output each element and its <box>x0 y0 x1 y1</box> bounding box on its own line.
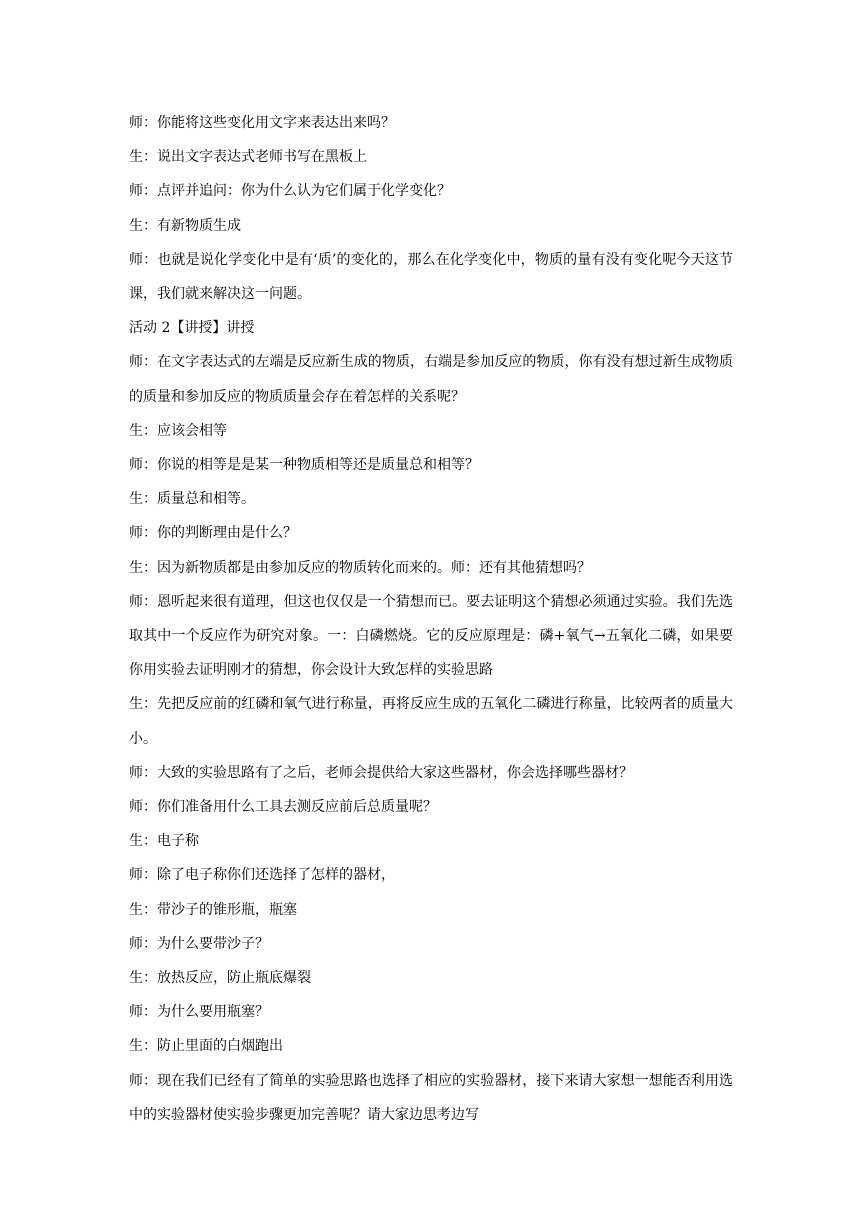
paragraph: 师：为什么要带沙子？ <box>129 935 269 952</box>
paragraph: 生：应该会相等 <box>129 422 227 439</box>
paragraph: 师：恩听起来很有道理，但这也仅仅是一个猜想而已。要去证明这个猜想必须通过实验。我们先选取其中一个反应作为研究对象。一：白磷燃烧。它的反应原理是：磷+氧气→五氧化二磷，如果要你用实验去证明刚才的猜想，你会设计大致怎样的实验思路 <box>129 593 733 679</box>
paragraph: 生：防止里面的白烟跑出 <box>129 1038 283 1055</box>
paragraph: 师：你们准备用什么工具去测反应前后总质量呢？ <box>129 799 437 816</box>
paragraph: 生：电子称 <box>129 833 199 850</box>
section-heading: 活动 2【讲授】讲授 <box>129 320 255 337</box>
paragraph: 师：除了电子称你们还选择了怎样的器材， <box>129 867 395 884</box>
paragraph: 师：为什么要用瓶塞？ <box>129 1004 269 1021</box>
document-body <box>129 106 733 1132</box>
paragraph: 生：说出文字表达式老师书写在黑板上 <box>129 149 367 166</box>
paragraph: 生：放热反应，防止瓶底爆裂 <box>129 970 311 987</box>
paragraph: 生：因为新物质都是由参加反应的物质转化而来的。师：还有其他猜想吗？ <box>129 559 591 576</box>
paragraph: 师：也就是说化学变化中是有‘质’的变化的，那么在化学变化中，物质的量有没有变化呢今天这节课，我们就来解决这一问题。 <box>129 251 733 303</box>
paragraph: 师：点评并追问：你为什么认为它们属于化学变化？ <box>129 183 451 200</box>
paragraph: 生：先把反应前的红磷和氧气进行称量，再将反应生成的五氧化二磷进行称量，比较两者的质量大小。 <box>129 696 733 747</box>
paragraph: 师：你说的相等是是某一种物质相等还是质量总和相等？ <box>129 457 479 474</box>
paragraph: 师：在文字表达式的左端是反应新生成的物质，右端是参加反应的物质，你有没有想过新生成物质的质量和参加反应的物质质量会存在着怎样的关系呢？ <box>129 354 733 405</box>
paragraph: 生：带沙子的锥形瓶，瓶塞 <box>129 901 297 918</box>
paragraph: 生：质量总和相等。 <box>129 491 255 508</box>
paragraph: 师：现在我们已经有了简单的实验思路也选择了相应的实验器材，接下来请大家想一想能否利用选中的实验器材使实验步骤更加完善呢？请大家边思考边写 <box>129 1072 733 1123</box>
paragraph: 师：你能将这些变化用文字来表达出来吗？ <box>129 115 395 131</box>
paragraph: 生：有新物质生成 <box>129 217 241 234</box>
paragraph: 师：大致的实验思路有了之后，老师会提供给大家这些器材，你会选择哪些器材？ <box>129 764 633 781</box>
paragraph: 师：你的判断理由是什么？ <box>129 525 297 542</box>
